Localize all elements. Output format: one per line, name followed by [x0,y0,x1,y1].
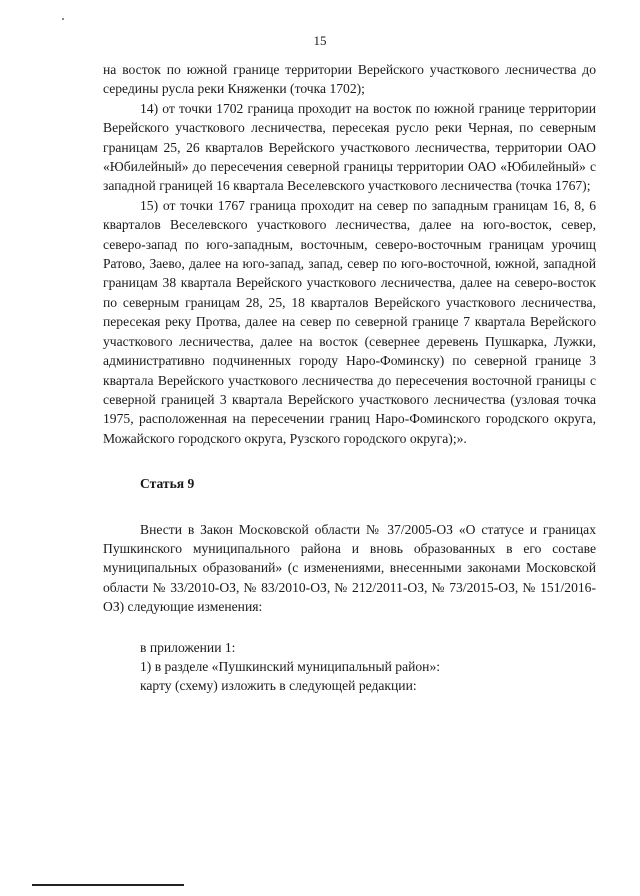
paragraph-continuation: на восток по южной границе территории Верейского участкового лесничества до середины русла реки Княженки (точка 1702); [103,62,596,97]
list-line-section: 1) в разделе «Пушкинский муниципальный район»: [140,658,441,674]
paragraph-item-15: 15) от точки 1767 граница проходит на север по западным границам 16, 8, 6 кварталов Веселевского участкового лесничества, далее на юго-восток, север, северо-запад по юго-западным, восточным, северо-восточным границам урочищ Ратово, Заево, далее на юго-запад, запад, север по юго-восточной, южной, западной границам 38 квартала Верейского участкового лесничества, далее на северо-восток по северным границам 28, 25, 18 кварталов Верейского участкового лесничества, пересекая реку Протва, далее на север по северной границе 7 квартала Верейского участкового лесничества, далее на восток (севернее деревень Пушкарка, Лужки, административно подчиненных городу Наро-Фоминску) по северной границе 3 квартала Верейского участкового лесничества до пересечения восточной границы с северной границей 3 квартала Верейского участкового лесничества (узловая точка 1975, расположенная на пересечении границ Наро-Фоминского городского округа, Можайского городского округа, Рузского городского округа);». [103,197,596,446]
document-body [103,60,596,696]
list-line-map: карту (схему) изложить в следующей редакции: [140,678,417,694]
article-heading: Статья 9 [140,476,195,492]
paragraph-item-14: 14) от точки 1702 граница проходит на восток по южной границе территории Верейского участкового лесничества, пересекая русло реки Черная, по северным границам 25, 26 кварталов Верейского участкового лесничества, территории ОАО «Юбилейный» до пересечения северной границы территории ОАО «Юбилейный» с западной границей 16 квартала Веселевского участкового лесничества (точка 1767); [103,100,596,194]
scan-speck [62,18,64,20]
footer-rule [32,884,184,886]
page-number: 15 [313,33,327,48]
list-line-appendix: в приложении 1: [140,639,236,655]
article-body: Внести в Закон Московской области № 37/2005-ОЗ «О статусе и границах Пушкинского муниципального района и вновь образованных в его составе муниципальных образований» (с изменениями, внесенными законами Московской области № 33/2010-ОЗ, № 83/2010-ОЗ, № 212/2011-ОЗ, № 73/2015-ОЗ, № 151/2016-ОЗ) следующие изменения: [103,521,596,615]
amendment-list [103,638,596,696]
